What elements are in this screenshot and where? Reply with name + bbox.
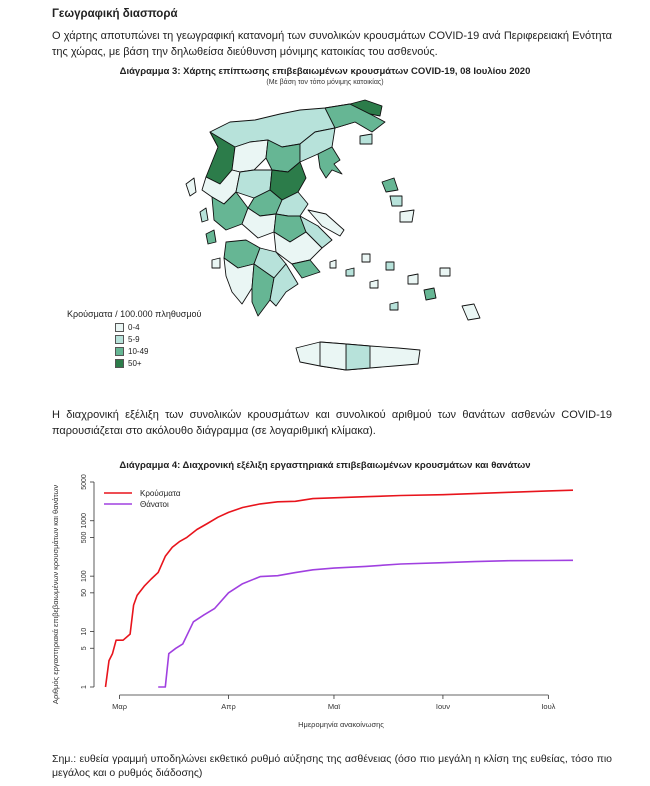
legend-label: 50+ [128,359,142,368]
legend-swatch [115,359,124,368]
y-tick-label: 10 [81,627,88,636]
map-legend-item [115,335,140,345]
map-region [440,268,450,276]
map-region [386,262,394,270]
map-region [292,260,320,278]
legend-swatch [115,323,124,332]
series-line [106,490,574,687]
y-tick-label: 5000 [81,474,88,490]
map-region [408,274,418,284]
x-tick-label: Ιουλ [541,702,556,711]
series-line [158,560,573,687]
map-region [206,230,216,244]
x-tick-label: Απρ [221,702,236,711]
map-legend-title: Κρούσματα / 100.000 πληθυσμού [67,309,202,319]
map-region [370,280,378,288]
legend-label: Θάνατοι [140,500,169,509]
legend-swatch [115,335,124,344]
map-region [424,288,436,300]
x-axis-label: Ημερομηνία ανακοίνωσης [298,720,384,729]
y-tick-label: 1 [81,685,88,689]
map-region [200,208,208,222]
map-region [390,302,398,310]
map-region [346,344,370,370]
map-region [362,254,370,262]
map-legend-item [115,323,140,333]
y-tick-label: 5 [81,646,88,651]
intro-paragraph: Ο χάρτης αποτυπώνει τη γεωγραφική κατανομή των συνολικών κρουσμάτων COVID-19 ανά Περιφερειακή Ενότητα της χώρας, με βάση την δηλωθείσα διεύθυνση μόνιμης κατοικίας του ασθενούς. [52,30,612,58]
legend-swatch [115,347,124,356]
y-tick-label: 50 [81,588,88,597]
map-region [212,258,220,268]
map-region [382,178,398,192]
legend-label: 5-9 [128,335,140,344]
cases-deaths-chart [40,472,600,734]
map-figure-subtitle: (Με βάση τον τόπο μόνιμης κατοικίας) [266,79,384,86]
y-tick-label: 100 [81,570,88,583]
map-region [346,268,354,276]
map-region [186,178,196,196]
map-region [400,210,414,222]
y-tick-label: 1000 [81,512,88,529]
footnote: Σημ.: ευθεία γραμμή υποδηλώνει εκθετικό ρυθμό αύξησης της ασθένειας (όσο πιο μεγάλη η κλίση της ευθείας, τόσο πιο μεγάλος και ο ρυθμός διάδοσης) [52,753,612,779]
legend-label: 0-4 [128,323,140,332]
x-tick-label: Ιουν [435,702,450,711]
greece-choropleth-map [150,92,520,392]
legend-label: 10-49 [128,347,149,356]
x-tick-label: Μαρ [112,702,128,711]
map-region [320,342,346,370]
map-legend-item [115,359,142,369]
map-legend-item [115,347,148,357]
map-region [462,304,480,320]
section-title: Γεωγραφική διασπορά [52,8,178,20]
chart-title: Διάγραμμα 4: Διαχρονική εξέλιξη εργαστηριακά επιβεβαιωμένων κρουσμάτων και θανάτων [119,460,531,471]
map-region [390,196,402,206]
map-region [330,260,336,268]
y-tick-label: 500 [81,531,88,544]
map-figure-title: Διάγραμμα 3: Χάρτης επίπτωσης επιβεβαιωμένων κρουσμάτων COVID-19, 08 Ιουλίου 2020 [119,66,531,77]
legend-label: Κρούσματα [140,489,181,498]
y-axis-label: Αριθμός εργαστηριακά επιβεβαιωμένων κρουσμάτων και θανάτων [51,484,60,705]
map-region [360,134,372,144]
x-tick-label: Μαϊ [327,702,341,711]
middle-paragraph: Η διαχρονική εξέλιξη των συνολικών κρουσμάτων και συνολικού αριθμού των θανάτων ασθενών COVID-19 παρουσιάζεται στο ακόλουθο διάγραμμα (σε λογαριθμική κλίμακα). [52,409,612,437]
